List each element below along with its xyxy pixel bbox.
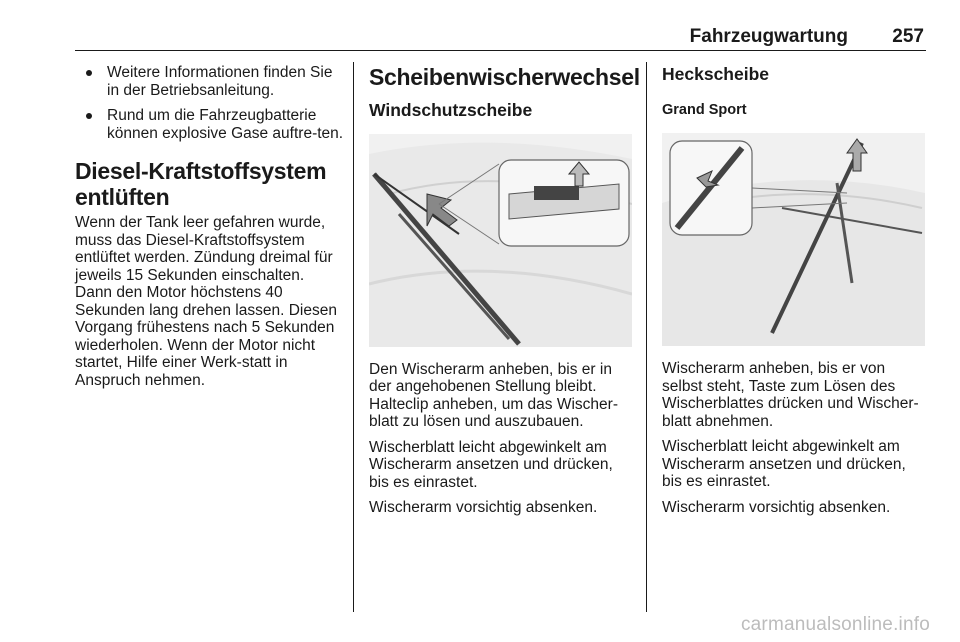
rear-wiper-step-2: Wischerblatt leicht abgewinkelt am Wischerarm ansetzen und drücken, bis es einrastet.: [662, 438, 906, 490]
page-number: 257: [892, 26, 924, 47]
subtitle-rear-window: Heckscheibe: [662, 64, 770, 84]
left-column: [75, 64, 345, 397]
subtitle-windshield: Windschutzscheibe: [369, 100, 533, 120]
list-item: Rund um die Fahrzeugbatterie können explosive Gase auftre-ten.: [75, 107, 345, 142]
rear-wiper-illustration: [662, 133, 925, 346]
section-title-wiper: Scheibenwischerwechsel: [369, 64, 640, 90]
diesel-paragraph: Wenn der Tank leer gefahren wurde, muss das Diesel-Kraftstoffsystem entlüftet werden. Zündung dreimal für jeweils 15 Sekunden einschalten. Dann den Motor höchstens 40 Sekunden lang drehen lassen. Diesen Vorgang frühestens nach 5 Sekunden wiederholen. Wenn der Motor nicht startet, Hilfe einer Werk-statt in Anspruch nehmen.: [75, 214, 337, 389]
bullet-list: [75, 64, 345, 142]
wiper-step-3: Wischerarm vorsichtig absenken.: [369, 499, 598, 516]
right-column: [662, 64, 927, 524]
list-item: Weitere Informationen finden Sie in der Betriebsanleitung.: [75, 64, 345, 99]
page-header: [75, 24, 926, 51]
watermark: carmanualsonline.info: [740, 614, 930, 635]
column-divider: [353, 62, 354, 612]
wiper-step-1: Den Wischerarm anheben, bis er in der angehobenen Stellung bleibt. Halteclip anheben, um das Wischer-blatt zu lösen und auszubauen.: [369, 360, 618, 430]
rear-wiper-step-1: Wischerarm anheben, bis er von selbst steht, Taste zum Lösen des Wischerblattes drücken und Wischer-blatt abnehmen.: [662, 360, 919, 430]
rear-wiper-step-3: Wischerarm vorsichtig absenken.: [662, 498, 891, 516]
header-title: Fahrzeugwartung: [689, 26, 848, 47]
middle-column: [369, 64, 640, 525]
wiper-step-2: Wischerblatt leicht abgewinkelt am Wischerarm ansetzen und drücken, bis es einrastet.: [369, 438, 613, 491]
windshield-wiper-illustration: [369, 134, 632, 347]
section-title-diesel: Diesel-Kraftstoffsystem entlüften: [75, 158, 327, 210]
column-divider: [646, 62, 647, 612]
subtitle-grand-sport: Grand Sport: [662, 101, 747, 118]
